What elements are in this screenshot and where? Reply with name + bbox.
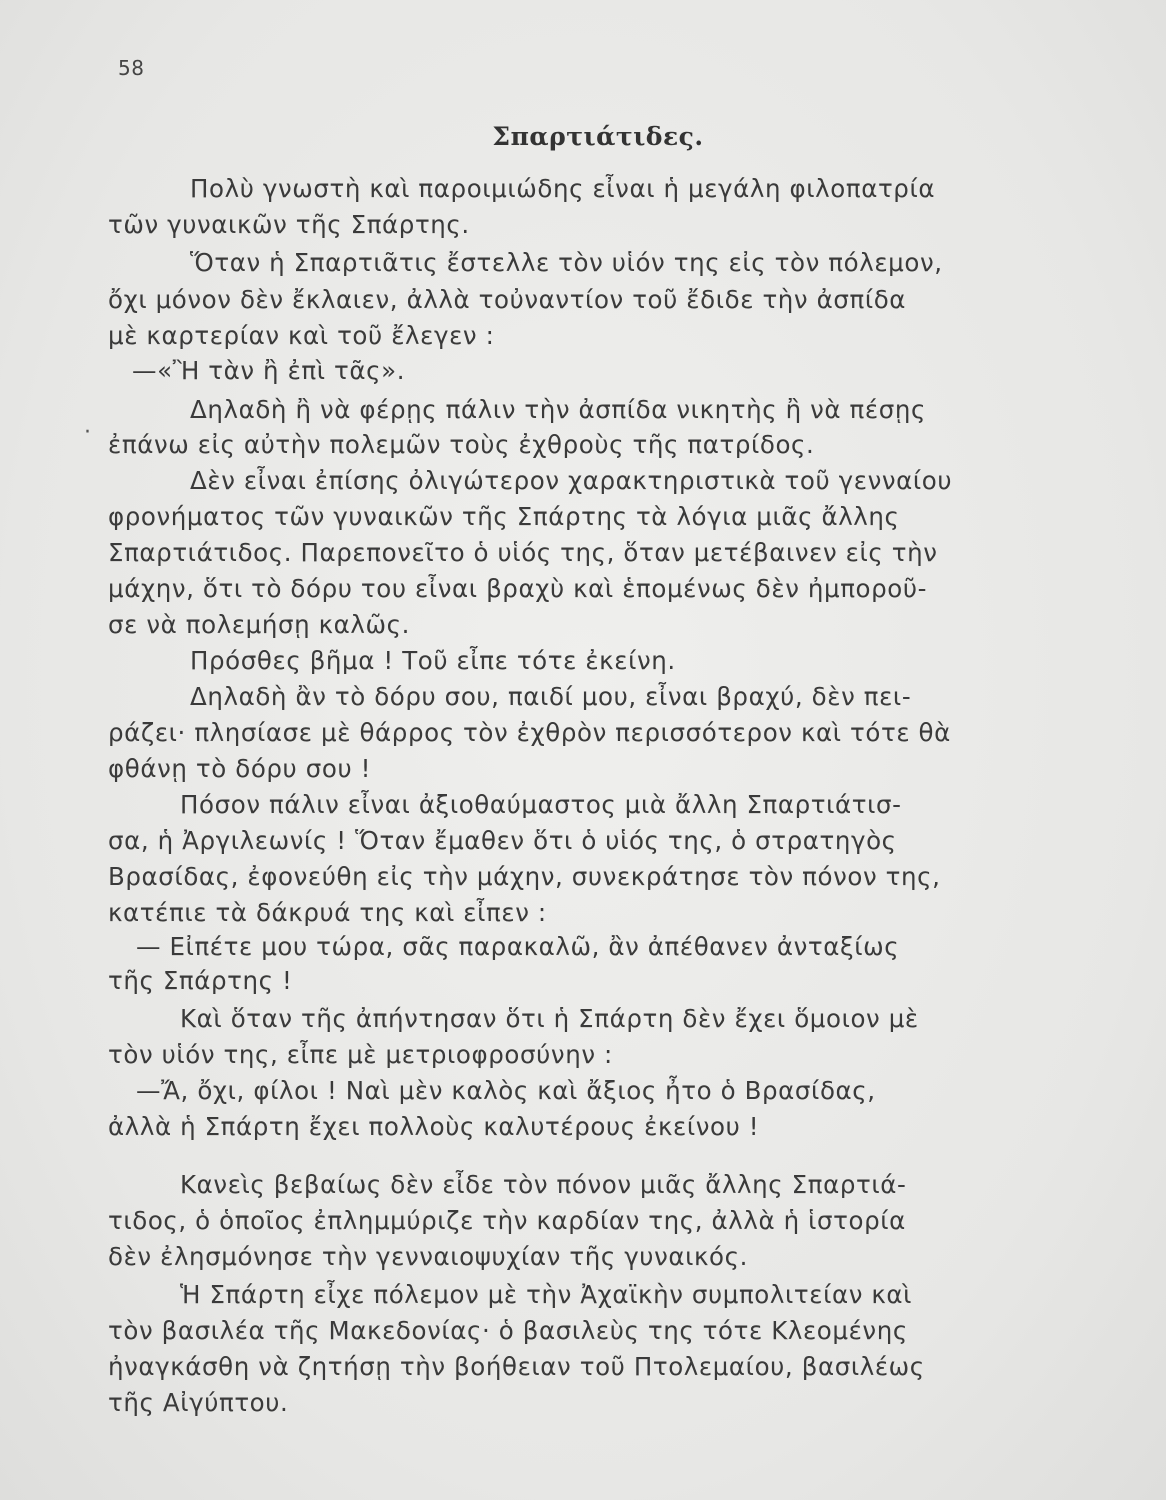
text-line: Ὅταν ἡ Σπαρτιᾶτις ἔστελλε τὸν υἱόν της εἰς τὸν πόλεμον, <box>190 248 943 277</box>
chapter-title: Σπαρτιάτιδες. <box>492 122 704 151</box>
text-line: Βρασίδας, ἐφονεύθη εἰς τὴν μάχην, συνεκράτησε τὸν πόνον της, <box>108 862 941 891</box>
text-line: τὸν υἱόν της, εἶπε μὲ μετριοφροσύνην : <box>108 1040 613 1069</box>
text-line: τῆς Αἰγύπτου. <box>108 1388 289 1417</box>
text-line: — Εἰπέτε μου τώρα, σᾶς παρακαλῶ, ἂν ἀπέθανεν ἀνταξίως <box>136 932 900 961</box>
text-line: ὄχι μόνον δὲν ἔκλαιεν, ἀλλὰ τοὐναντίον τοῦ ἔδιδε τὴν ἀσπίδα <box>108 285 907 314</box>
text-line: Πόσον πάλιν εἶναι ἀξιοθαύμαστος μιὰ ἄλλη Σπαρτιάτισ- <box>180 790 902 819</box>
text-line: —«Ἢ τὰν ἢ ἐπὶ τᾶς». <box>132 356 406 385</box>
text-line: φθάνῃ τὸ δόρυ σου ! <box>108 754 372 783</box>
text-line: ἐπάνω εἰς αὐτὴν πολεμῶν τοὺς ἐχθροὺς τῆς πατρίδος. <box>108 430 815 459</box>
text-line: Δηλαδὴ ἢ νὰ φέρῃς πάλιν τὴν ἀσπίδα νικητὴς ἢ νὰ πέσῃς <box>190 395 926 424</box>
text-line: ἠναγκάσθη νὰ ζητήσῃ τὴν βοήθειαν τοῦ Πτολεμαίου, βασιλέως <box>108 1352 925 1381</box>
text-line: Ἡ Σπάρτη εἶχε πόλεμον μὲ τὴν Ἀχαϊκὴν συμπολιτείαν καὶ <box>180 1280 913 1309</box>
text-line: σα, ἡ Ἀργιλεωνίς ! Ὅταν ἔμαθεν ὅτι ὁ υἱός της, ὁ στρατηγὸς <box>108 826 897 855</box>
text-line: δὲν ἐλησμόνησε τὴν γενναιοψυχίαν τῆς γυναικός. <box>108 1242 748 1271</box>
text-line: φρονήματος τῶν γυναικῶν τῆς Σπάρτης τὰ λόγια μιᾶς ἄλλης <box>108 502 900 531</box>
text-line: τῶν γυναικῶν τῆς Σπάρτης. <box>108 210 470 239</box>
text-line: τὸν βασιλέα τῆς Μακεδονίας· ὁ βασιλεὺς της τότε Κλεομένης <box>108 1316 908 1345</box>
page-number: 58 <box>118 56 145 80</box>
text-line: μάχην, ὅτι τὸ δόρυ του εἶναι βραχὺ καὶ ἑπομένως δὲν ἠμποροῦ- <box>108 574 928 603</box>
text-line: Δὲν εἶναι ἐπίσης ὀλιγώτερον χαρακτηριστικὰ τοῦ γενναίου <box>190 466 953 495</box>
text-line: ἀλλὰ ἡ Σπάρτη ἔχει πολλοὺς καλυτέρους ἐκείνου ! <box>108 1112 760 1141</box>
text-line: κατέπιε τὰ δάκρυά της καὶ εἶπεν : <box>108 898 547 927</box>
text-line: Πρόσθες βῆμα ! Τοῦ εἶπε τότε ἐκείνη. <box>190 646 676 675</box>
text-line: ράζει· πλησίασε μὲ θάρρος τὸν ἐχθρὸν περισσότερον καὶ τότε θὰ <box>108 718 951 747</box>
text-line: —Ἄ, ὄχι, φίλοι ! Ναὶ μὲν καλὸς καὶ ἄξιος ἦτο ὁ Βρασίδας, <box>136 1076 876 1105</box>
text-line: σε νὰ πολεμήσῃ καλῶς. <box>108 610 410 639</box>
text-line: Καὶ ὅταν τῆς ἀπήντησαν ὅτι ἡ Σπάρτη δὲν ἔχει ὅμοιον μὲ <box>180 1004 919 1033</box>
text-line: Πολὺ γνωστὴ καὶ παροιμιώδης εἶναι ἡ μεγάλη φιλοπατρία <box>190 174 936 203</box>
text-line: Κανεὶς βεβαίως δὲν εἶδε τὸν πόνον μιᾶς ἄλλης Σπαρτιά- <box>180 1170 907 1199</box>
text-line: τῆς Σπάρτης ! <box>108 966 293 995</box>
text-line: μὲ καρτερίαν καὶ τοῦ ἔλεγεν : <box>108 321 495 350</box>
text-line: Σπαρτιάτιδος. Παρεπονεῖτο ὁ υἱός της, ὅταν μετέβαινεν εἰς τὴν <box>108 538 938 567</box>
ink-speck: · <box>84 420 91 445</box>
text-line: τιδος, ὁ ὁποῖος ἐπλημμύριζε τὴν καρδίαν της, ἀλλὰ ἡ ἱστορία <box>108 1206 906 1235</box>
text-line: Δηλαδὴ ἂν τὸ δόρυ σου, παιδί μου, εἶναι βραχύ, δὲν πει- <box>190 682 912 711</box>
